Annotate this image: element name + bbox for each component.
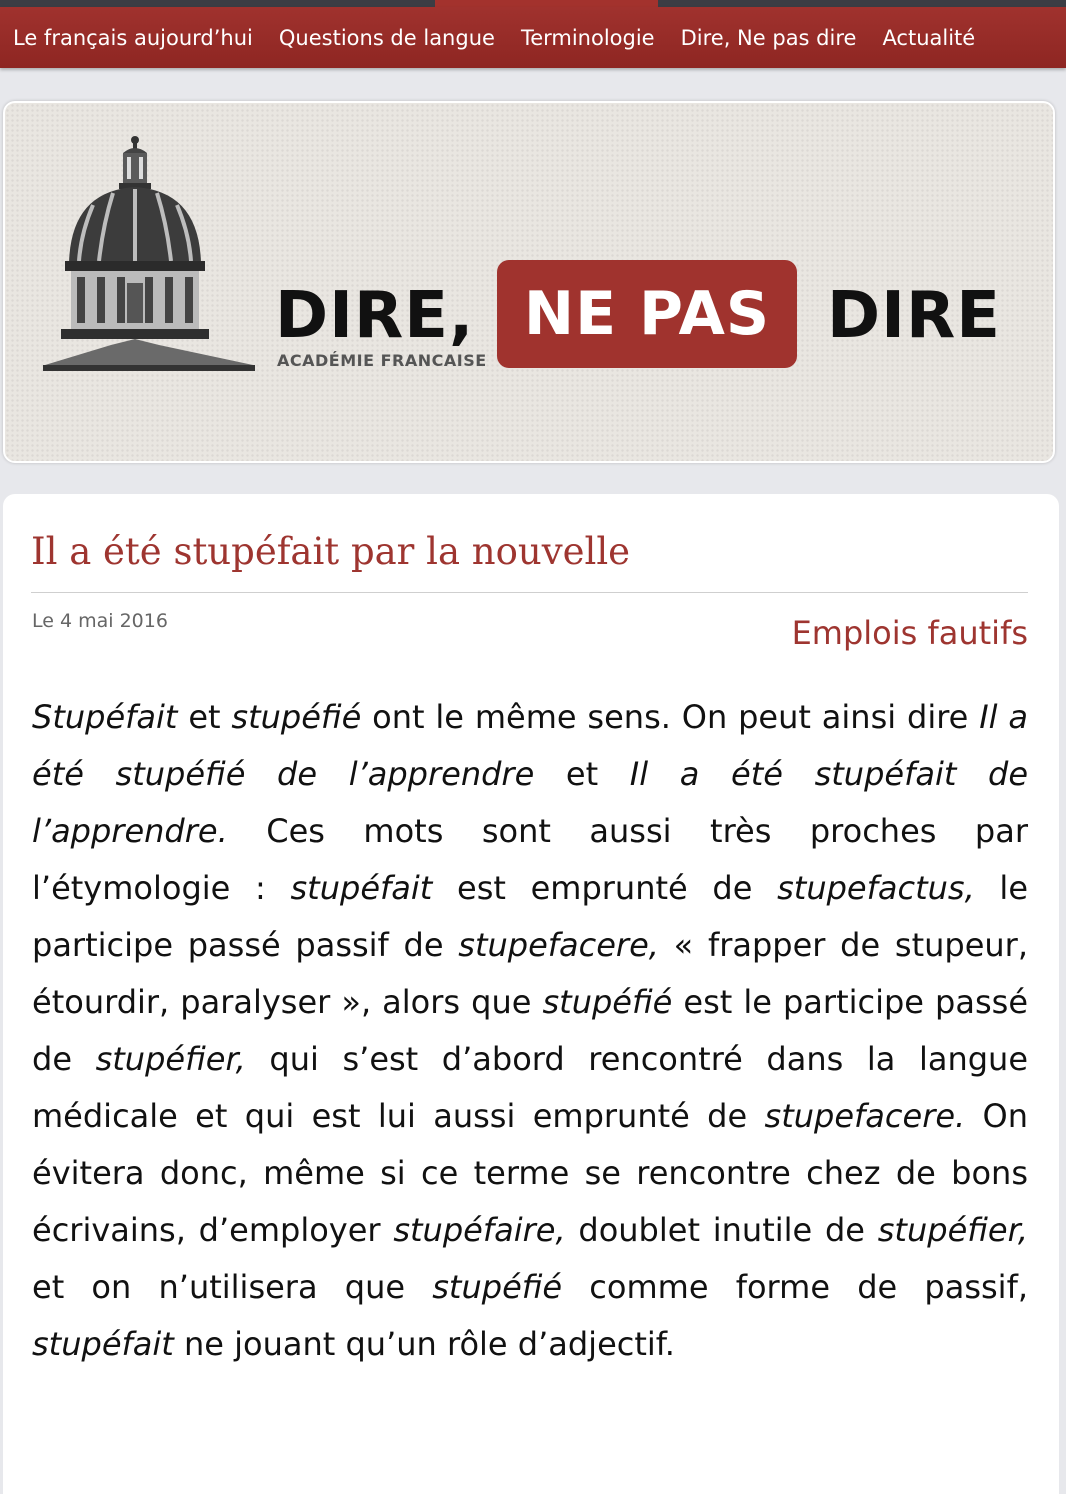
body-text: le participe passé passif de bbox=[32, 869, 1028, 964]
header-banner[interactable] bbox=[3, 101, 1055, 463]
body-italic-term: Il a été stupéfié de l’apprendre bbox=[32, 698, 1029, 793]
body-italic-term: stupéfait bbox=[290, 869, 433, 907]
body-italic-term: stupéfié bbox=[231, 698, 362, 736]
body-text: On évitera donc, même si ce terme se rencontre chez de bons écrivains, d’employer bbox=[32, 1097, 1029, 1249]
body-italic-term: stupéfier, bbox=[95, 1040, 246, 1078]
academie-dome-icon bbox=[41, 133, 257, 378]
nav-item-questions-de-langue[interactable]: Questions de langue bbox=[278, 25, 495, 50]
body-text: et on n’utilisera que bbox=[32, 1268, 433, 1306]
article-date: Le 4 mai 2016 bbox=[32, 610, 168, 632]
body-text: Ces mots sont aussi très proches par l’étymologie : bbox=[32, 812, 1028, 907]
logo-subtitle: ACADÉMIE FRANCAISE bbox=[277, 351, 487, 370]
nav-item-actualite[interactable]: Actualité bbox=[882, 25, 976, 50]
article-category-link[interactable]: Emplois fautifs bbox=[791, 614, 1028, 652]
body-italic-term: stupéfié bbox=[432, 1268, 563, 1306]
body-text: « frapper de stupeur, étourdir, paralyser », alors que bbox=[32, 926, 1029, 1021]
body-italic-term: stupéfier, bbox=[877, 1211, 1028, 1249]
body-text: ne jouant qu’un rôle d’adjectif. bbox=[173, 1325, 675, 1363]
body-text: et bbox=[534, 755, 630, 793]
body-text: ont le même sens. On peut ainsi dire bbox=[361, 698, 980, 736]
body-italic-term: stupefacere. bbox=[764, 1097, 966, 1135]
body-italic-term: stupefactus, bbox=[777, 869, 975, 907]
article-body bbox=[32, 689, 1028, 1373]
article-title: Il a été stupéfait par la nouvelle bbox=[31, 530, 631, 573]
title-divider bbox=[31, 592, 1028, 593]
body-italic-term: Il a été stupéfait de l’apprendre. bbox=[32, 755, 1029, 850]
nav-item-dire-ne-pas-dire[interactable]: Dire, Ne pas dire bbox=[680, 25, 857, 50]
logo-dire-end-word: DIRE bbox=[827, 279, 1001, 353]
logo-ne-pas-text: NE PAS bbox=[523, 279, 771, 349]
body-italic-term: stupéfié bbox=[542, 983, 673, 1021]
body-text: est le participe passé de bbox=[32, 983, 1029, 1078]
body-text: doublet inutile de bbox=[565, 1211, 878, 1249]
body-italic-term: stupéfait bbox=[32, 1325, 174, 1363]
logo-dire-word: DIRE, bbox=[275, 279, 475, 353]
nav-item-francais-aujourdhui[interactable]: Le français aujourd’hui bbox=[13, 25, 253, 50]
body-text: et bbox=[177, 698, 232, 736]
active-tab-indicator bbox=[435, 0, 658, 7]
body-italic-term: stupefacere, bbox=[458, 926, 659, 964]
body-italic-term: Stupéfait bbox=[32, 698, 178, 736]
logo-ne-pas-badge bbox=[497, 260, 797, 368]
nav-item-terminologie[interactable]: Terminologie bbox=[520, 25, 655, 50]
body-text: qui s’est d’abord rencontré dans la langue médicale et qui est lui aussi emprunté de bbox=[32, 1040, 1028, 1135]
top-strip bbox=[0, 0, 1066, 7]
main-nav bbox=[0, 7, 1066, 68]
body-text: comme forme de passif, bbox=[562, 1268, 1028, 1306]
body-text: est emprunté de bbox=[432, 869, 778, 907]
body-italic-term: stupéfaire, bbox=[393, 1211, 566, 1249]
